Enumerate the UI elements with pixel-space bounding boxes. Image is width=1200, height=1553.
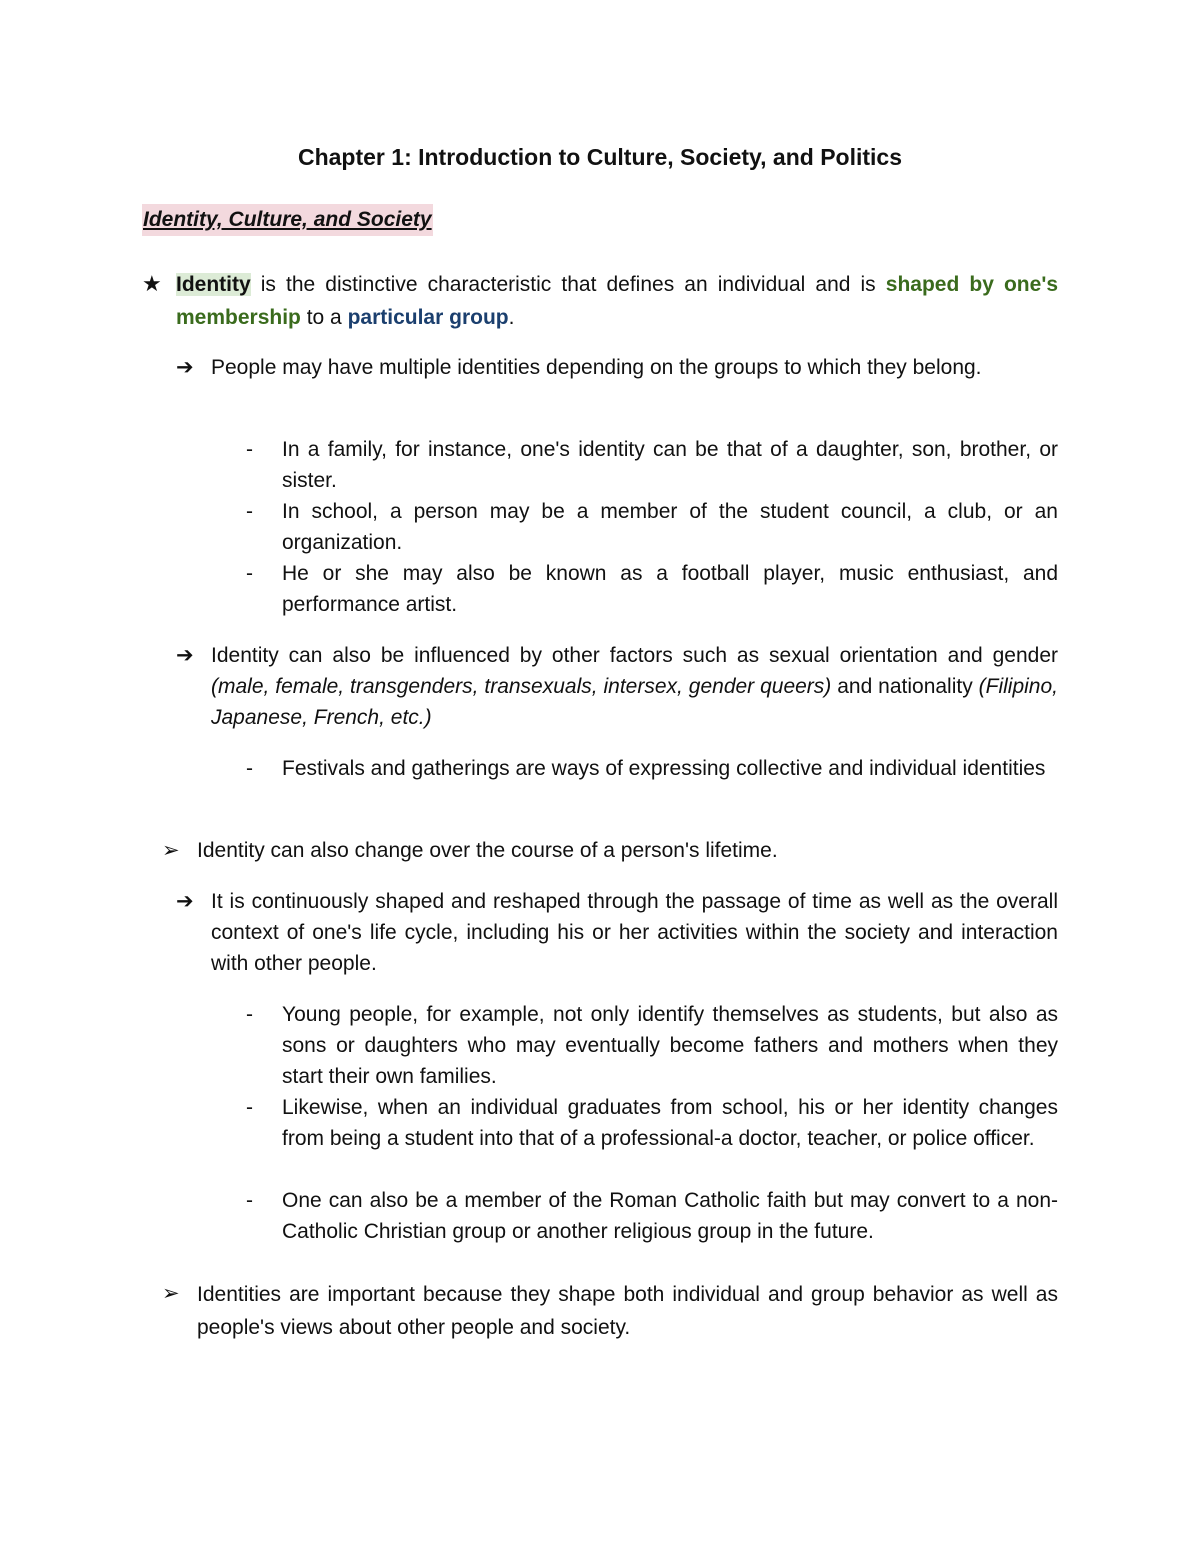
multiple-identities-point: People may have multiple identities depending on the groups to which they belong. bbox=[211, 356, 982, 379]
identity-definition: Identity is the distinctive characteristic that defines an individual and is shaped by one's membership to a particular group. bbox=[176, 273, 1058, 329]
dash-bullet-icon: - bbox=[246, 1003, 253, 1026]
festivals-example: Festivals and gatherings are ways of expressing collective and individual identities bbox=[282, 757, 1046, 780]
dash-bullet-icon: - bbox=[246, 1189, 253, 1212]
emphasis-particular-group: particular group bbox=[347, 306, 509, 329]
emphasis-shaped-by: shaped by one's membership bbox=[176, 273, 1058, 329]
family-identity-example: In a family, for instance, one's identity can be that of a daughter, son, brother, or sister. bbox=[282, 438, 1058, 492]
gender-examples: (male, female, transgenders, transexuals, intersex, gender queers) bbox=[211, 675, 832, 698]
chevron-bullet-icon: ➢ bbox=[162, 1282, 180, 1305]
dash-bullet-icon: - bbox=[246, 562, 253, 585]
school-identity-example: In school, a person may be a member of the student council, a club, or an organization. bbox=[282, 500, 1058, 554]
arrow-bullet-icon: ➔ bbox=[176, 890, 194, 913]
nationality-examples: (Filipino, Japanese, French, etc.) bbox=[211, 675, 1058, 729]
identity-term: Identity bbox=[176, 273, 251, 296]
arrow-bullet-icon: ➔ bbox=[176, 644, 194, 667]
arrow-bullet-icon: ➔ bbox=[176, 356, 194, 379]
identity-importance-point: Identities are important because they shape both individual and group behavior as well as people's views about other people and society. bbox=[197, 1283, 1058, 1339]
section-heading: Identity, Culture, and Society bbox=[142, 204, 433, 236]
star-bullet-icon: ★ bbox=[142, 271, 162, 296]
identity-change-point: Identity can also change over the course of a person's lifetime. bbox=[197, 839, 778, 862]
chevron-bullet-icon: ➢ bbox=[162, 839, 180, 862]
graduate-example: Likewise, when an individual graduates from school, his or her identity changes from being a student into that of a professional-a doctor, teacher, or police officer. bbox=[282, 1096, 1058, 1150]
identity-factors-point: Identity can also be influenced by other factors such as sexual orientation and gender (male, female, transgenders, transexuals, intersex, gender queers) and nationality (Filipino, Japanese, French, etc.) bbox=[211, 644, 1058, 729]
page-title: Chapter 1: Introduction to Culture, Society, and Politics bbox=[297, 144, 902, 170]
religion-example: One can also be a member of the Roman Catholic faith but may convert to a non-Catholic Christian group or another religious group in the future. bbox=[282, 1189, 1058, 1243]
dash-bullet-icon: - bbox=[246, 438, 253, 461]
dash-bullet-icon: - bbox=[246, 1096, 253, 1119]
activity-identity-example: He or she may also be known as a football player, music enthusiast, and performance artist. bbox=[282, 562, 1058, 616]
young-people-example: Young people, for example, not only identify themselves as students, but also as sons or daughters who may eventually become fathers and mothers when they start their own families. bbox=[282, 1003, 1058, 1088]
dash-bullet-icon: - bbox=[246, 757, 253, 780]
continuous-shaping-point: It is continuously shaped and reshaped through the passage of time as well as the overall context of one's life cycle, including his or her activities within the society and interaction with other people. bbox=[211, 890, 1058, 975]
dash-bullet-icon: - bbox=[246, 500, 253, 523]
